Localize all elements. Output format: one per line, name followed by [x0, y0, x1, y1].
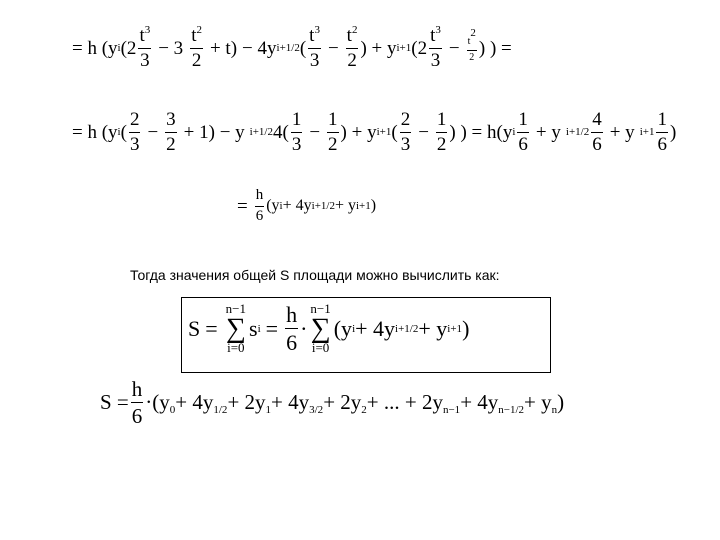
boxed-s: s [249, 315, 258, 341]
boxed-body-d: ) [462, 315, 470, 341]
eq1-open-2: (2 [120, 37, 137, 59]
eq2-minus: − [147, 121, 159, 143]
final-term: + 2y [323, 390, 362, 415]
boxed-S: S [188, 315, 201, 341]
fraction-2-3-b: $\frac{2}{3}$ [400, 109, 411, 155]
eq3-body-a: (y [266, 197, 280, 215]
eq1-minus-3: − 3 [158, 37, 184, 59]
fraction-t3-over-3: $\frac{t^3}{3}$ [139, 24, 151, 71]
final-close: ) [557, 390, 565, 415]
final-term-sub: 1/2 [213, 404, 228, 417]
final-term-sub: n−1/2 [498, 404, 525, 417]
fraction-1-3: $\frac{1}{3}$ [291, 109, 302, 155]
equation-line-2: = h (y i ( $\frac{2}{3}$ − $\frac{3}{2}$ + 1) − y i+1/2 4( $\frac{1}{3}$ − $\frac{1}{2}$ ) + y i+1 ( $\frac{2}{3}$ − $\frac{1}{2}$ ) ) = h(y i $\frac{1}{6}$ + y i+1/2 $\frac{4}{6}$ + y i+1 $\frac{1}{6}$ ) [72, 109, 677, 155]
eq1-minus: − [327, 37, 339, 59]
final-term: + 2y [227, 390, 266, 415]
eq2-plus1: + 1) − y [183, 121, 245, 143]
final-term: (y [152, 390, 170, 415]
fraction-3-2: $\frac{3}{2}$ [166, 109, 176, 155]
eq1-close-plus: ) + y [360, 37, 397, 59]
boxed-equation: S = n−1 ∑ i=0 s i = $\frac{h}{6}$ · n−1 ∑ i=0 (y i + 4y i+1/2 + y i+1 ) [188, 301, 470, 356]
eq1-plus-t: + t) [209, 37, 238, 59]
eq2-close-plus: ) + y [340, 121, 377, 143]
final-term-sub: 2 [361, 404, 367, 417]
final-term: + 4y [460, 390, 499, 415]
caption-text: Тогда значения общей S площади можно вычислить как: [130, 267, 500, 283]
fraction-1-2: $\frac{1}{2}$ [328, 109, 338, 155]
boxed-body-b: + 4y [355, 315, 396, 341]
final-term: + y [524, 390, 552, 415]
final-terms [152, 390, 558, 417]
equation-line-3: = $\frac{h}{6}$ (y i + 4y i+1/2 + y i+1 ) [237, 187, 377, 224]
final-term: + ... + 2y [366, 390, 443, 415]
eq3-body-d: ) [370, 197, 377, 215]
sum-symbol-1: n−1 ∑ i=0 [225, 301, 247, 356]
boxed-eq-1: = [205, 315, 218, 341]
eq1-open-2b: (2 [411, 37, 428, 59]
boxed-fraction-h-6: $\frac{h}{6}$ [286, 302, 298, 356]
eq1-minus-4y: − 4y [242, 37, 277, 59]
boxed-body-c: + y [418, 315, 448, 341]
eq2-plus-b: + y [609, 121, 635, 143]
boxed-body-a: (y [333, 315, 353, 341]
eq2-minus-c: − [418, 121, 429, 143]
final-term-sub: 3/2 [309, 404, 324, 417]
fraction-4-6: $\frac{4}{6}$ [592, 109, 602, 155]
final-term: + 4y [175, 390, 214, 415]
fraction-1-6-b: $\frac{1}{6}$ [657, 109, 667, 155]
boxed-eq-2: = [265, 315, 279, 341]
eq1-open: ( [299, 37, 307, 59]
eq2-lead: = h (y [72, 121, 118, 143]
final-dot: · [145, 390, 153, 415]
fraction-t2-over-2: $\frac{t^2}{2}$ [191, 24, 202, 71]
final-equation [100, 378, 564, 427]
final-term-sub: 1 [265, 404, 272, 417]
eq2-close2: ) ) = h(y [449, 121, 513, 143]
eq2-four-open: 4( [273, 121, 289, 143]
eq1-lead: = h (y [72, 37, 118, 59]
eq2-open-b: ( [391, 121, 398, 143]
fraction-t3-over-3-c: $\frac{t^3}{3}$ [430, 24, 441, 71]
fraction-1-6: $\frac{1}{6}$ [518, 109, 528, 155]
final-term-sub: n [551, 404, 558, 417]
eq2-plus: + y [535, 121, 561, 143]
sum-symbol-2: n−1 ∑ i=0 [310, 301, 331, 356]
eq3-body-c: + y [334, 197, 356, 215]
eq2-open: ( [120, 121, 127, 143]
eq2-minus-b: − [309, 121, 321, 143]
final-S-eq: S = [100, 390, 129, 415]
final-fraction-h-6: $\frac{h}{6}$ [131, 377, 143, 429]
final-term: + 4y [271, 390, 310, 415]
fraction-h-over-6: $\frac{h}{6}$ [255, 187, 264, 224]
eq1-close-end: ) ) = [478, 37, 512, 59]
eq3-body-b: + 4y [282, 197, 312, 215]
fraction-2-3: $\frac{2}{3}$ [129, 109, 140, 155]
boxed-formula [181, 297, 551, 373]
fraction-1-2-b: $\frac{1}{2}$ [436, 109, 447, 155]
eq1-minus-b: − [448, 37, 460, 59]
final-term-sub: 0 [169, 404, 176, 417]
eq2-close: ) [669, 121, 677, 143]
final-term-sub: n−1 [442, 404, 461, 417]
fraction-t2-over-2-b: $\frac{t^2}{2}$ [346, 24, 358, 71]
equation-line-1: = h (y i (2 $\frac{t^3}{3}$ − 3 $\frac{t^2}{2}$ + t) − 4y i+1/2 ( $\frac{t^3}{3}$ − $\frac{t^2}{2}$ ) + y i+1 (2 $\frac{t^3}{3}$ − $\frac{t^2}{2}$ ) ) = [72, 24, 512, 71]
eq3-lead: = [237, 195, 248, 217]
boxed-dot: · [300, 315, 308, 341]
fraction-t3-over-3-b: $\frac{t^3}{3}$ [309, 24, 320, 71]
fraction-t2-over-2-small: $\frac{t^2}{2}$ [467, 27, 476, 63]
